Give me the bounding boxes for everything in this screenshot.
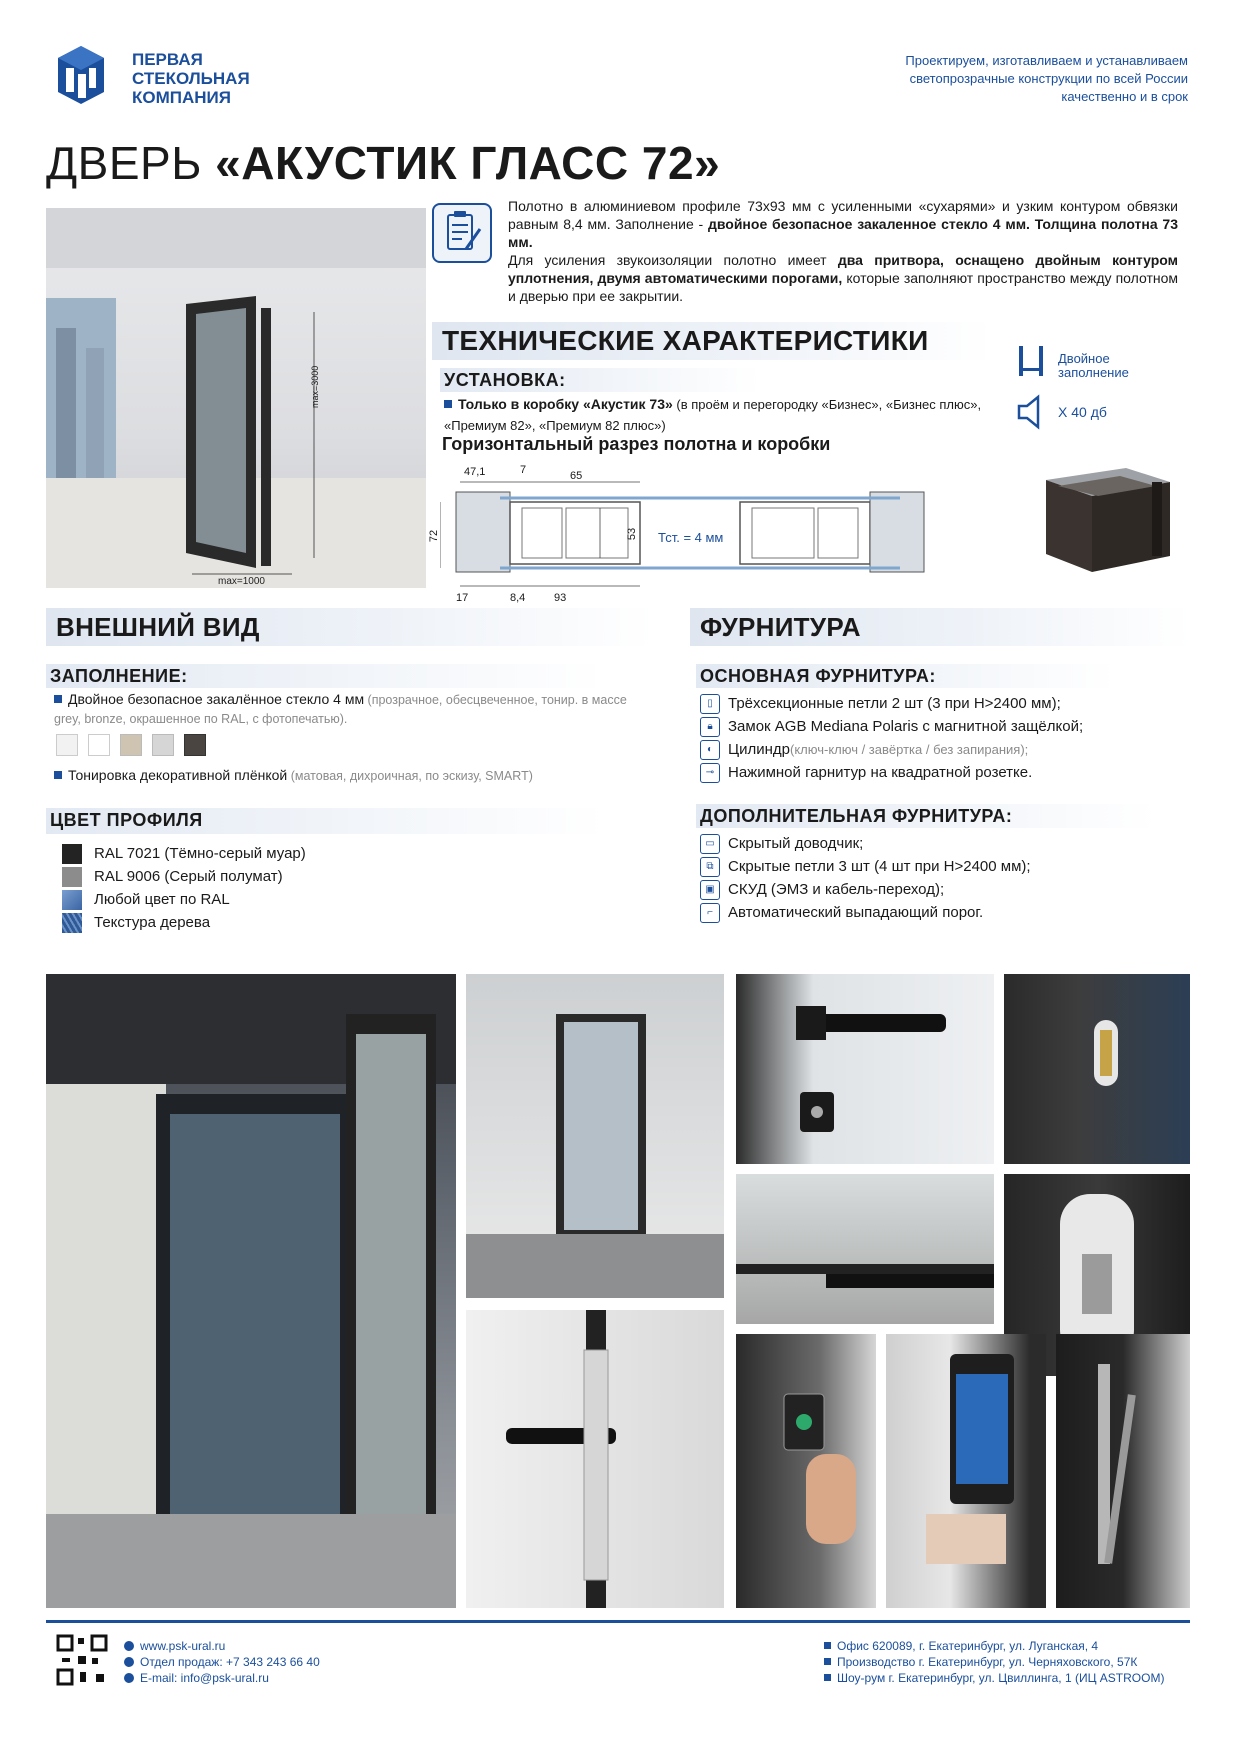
- double-fill-badge: [1058, 352, 1129, 380]
- dim-47-1: 47,1: [464, 466, 486, 478]
- dim-53: 53: [626, 527, 639, 541]
- globe-icon: [124, 1641, 134, 1651]
- main-hardware-list: [700, 692, 1083, 784]
- logo-cube-icon: [56, 44, 106, 106]
- profile-section-drawing: [428, 462, 960, 612]
- phone-icon: [124, 1657, 134, 1667]
- hardware-item: [700, 832, 1031, 855]
- footer-divider: [46, 1620, 1190, 1623]
- hardware-text: Скрытый доводчик;: [728, 835, 864, 852]
- badge1-line1: Двойное: [1058, 351, 1110, 366]
- color-swatch-wood: [62, 913, 82, 933]
- main-hardware-heading: ОСНОВНАЯ ФУРНИТУРА:: [700, 666, 936, 686]
- sound-rating: Х 40 дб: [1058, 404, 1107, 420]
- hero-door-illustration: [46, 208, 426, 588]
- fill-heading-bar: [46, 664, 606, 688]
- email-row[interactable]: [124, 1670, 320, 1686]
- dim-17: 17: [456, 592, 469, 604]
- color-swatch-ral9006: [62, 867, 82, 887]
- address-row: [824, 1654, 1164, 1670]
- cylinder-icon: ◐: [700, 740, 720, 760]
- install-heading-bar: [440, 368, 760, 392]
- address-production: Производство г. Екатеринбург, ул. Черняховского, 57К: [837, 1655, 1138, 1669]
- mail-icon: [124, 1673, 134, 1683]
- color-item: [62, 865, 306, 888]
- color-label: Любой цвет по RAL: [94, 891, 230, 908]
- section-heading: Горизонтальный разрез полотна и коробки: [442, 434, 831, 454]
- lock-icon: 🔒︎: [700, 717, 720, 737]
- page-title: [46, 138, 720, 188]
- glass-bronze-icon: [120, 734, 142, 756]
- hardware-heading-bar: [690, 608, 1190, 646]
- hinge-icon: ▯: [700, 694, 720, 714]
- color-heading: ЦВЕТ ПРОФИЛЯ: [50, 810, 203, 830]
- hidden-hinge-icon: ⧉: [700, 857, 720, 877]
- hardware-text: Цилиндр: [728, 741, 790, 758]
- dim-93: 93: [554, 592, 567, 604]
- hardware-item: [700, 901, 1031, 924]
- dim-width-label: max=1000: [218, 576, 265, 587]
- hardware-item: [700, 761, 1083, 784]
- appearance-heading-bar: [46, 608, 654, 646]
- site-row[interactable]: [124, 1638, 320, 1654]
- qr-code-icon: [56, 1634, 108, 1686]
- addresses: [824, 1638, 1164, 1686]
- hardware-text: Автоматический выпадающий порог.: [728, 904, 984, 921]
- product-description: [508, 197, 1178, 305]
- desc-p2-c: которые заполняют пространство между полотном и дверью при ее закрытии.: [508, 270, 1179, 304]
- access-control-icon: ▣: [700, 880, 720, 900]
- hardware-text: Трёхсекционные петли 2 шт (3 при H>2400 мм);: [728, 695, 1061, 712]
- photo-lever-cylinder: [736, 974, 994, 1164]
- color-heading-bar: [46, 808, 606, 834]
- desc-p1-b: двойное безопасное закаленное стекло 4 мм. Толщина полотна 73 мм.: [508, 216, 1178, 250]
- photo-face-terminal: [886, 1334, 1046, 1608]
- address-office: Офис 620089, г. Екатеринбург, ул. Луганская, 4: [837, 1639, 1099, 1653]
- email-link[interactable]: E-mail: info@psk-ural.ru: [140, 1671, 269, 1685]
- photo-corridor: [46, 974, 456, 1608]
- address-row: [824, 1670, 1164, 1686]
- company-name-line3: КОМПАНИЯ: [132, 88, 231, 107]
- fill-item-note: (прозрачное, обесцвеченное, тонир. в массе grey, bronze, окрашенное по RAL, с фотопечатью).: [54, 693, 627, 726]
- bullet-icon: [54, 771, 62, 779]
- door-closer-icon: ▭: [700, 834, 720, 854]
- photo-threshold: [736, 1174, 994, 1324]
- extra-hardware-heading: ДОПОЛНИТЕЛЬНАЯ ФУРНИТУРА:: [700, 806, 1013, 826]
- hardware-text: Нажимной гарнитур на квадратной розетке.: [728, 764, 1033, 781]
- hardware-item: [700, 855, 1031, 878]
- fill-item: [54, 690, 628, 728]
- contacts: [124, 1638, 320, 1686]
- dim-7: 7: [520, 464, 527, 476]
- title-prefix: ДВЕРЬ: [46, 137, 216, 189]
- appearance-heading: ВНЕШНИЙ ВИД: [56, 612, 260, 642]
- photo-latch: [1004, 974, 1190, 1164]
- dim-8-4: 8,4: [510, 592, 526, 604]
- desc-p2-a: Для усиления звукоизоляции полотно имеет: [508, 252, 838, 268]
- tech-heading: ТЕХНИЧЕСКИЕ ХАРАКТЕРИСТИКИ: [442, 325, 929, 356]
- main-hardware-heading-bar: [696, 664, 1116, 688]
- color-item: [62, 888, 306, 911]
- tech-heading-bar: [432, 322, 992, 360]
- tagline-line1: Проектируем, изготавливаем и устанавливаем: [905, 53, 1188, 68]
- bullet-icon: [824, 1658, 831, 1665]
- tagline: [905, 52, 1188, 106]
- color-label: RAL 9006 (Серый полумат): [94, 868, 283, 885]
- title-product-name: «АКУСТИК ГЛАСС 72»: [215, 137, 721, 189]
- film-note: (матовая, дихроичная, по эскизу, SMART): [287, 769, 533, 783]
- extra-hardware-list: [700, 832, 1031, 924]
- bullet-icon: [54, 695, 62, 703]
- hero-door-photo: [46, 208, 426, 588]
- film-main: Тонировка декоративной плёнкой: [68, 767, 288, 783]
- film-item: [54, 766, 533, 785]
- photo-door-arm: [1056, 1334, 1190, 1608]
- hardware-item: [700, 715, 1083, 738]
- color-item: [62, 842, 306, 865]
- install-main: Только в коробку «Акустик 73»: [458, 396, 673, 412]
- color-label: RAL 7021 (Тёмно-серый муар): [94, 845, 306, 862]
- desc-p1-a: Полотно в алюминиевом профиле 73х93 мм с усиленными «сухарями» и узким контуром обвязки равным 8,4 мм. Заполнение -: [508, 198, 1178, 232]
- tagline-line3: качественно и в срок: [1061, 89, 1188, 104]
- badge1-line2: заполнение: [1058, 365, 1129, 380]
- hardware-text: Скрытые петли 3 шт (4 шт при H>2400 мм);: [728, 858, 1031, 875]
- hardware-item: [700, 738, 1083, 761]
- dim-65: 65: [570, 470, 583, 482]
- hardware-item: [700, 878, 1031, 901]
- handle-icon: ⊸: [700, 763, 720, 783]
- photo-door-frame: [466, 974, 724, 1298]
- company-name-line1: ПЕРВАЯ: [132, 50, 203, 69]
- hardware-item: [700, 692, 1083, 715]
- hardware-text: СКУД (ЭМЗ и кабель-переход);: [728, 881, 945, 898]
- color-swatch-ral7021: [62, 844, 82, 864]
- glass-clear-icon: [56, 734, 78, 756]
- color-swatch-ral-any: [62, 890, 82, 910]
- frame-3d-render: [1036, 462, 1176, 574]
- hardware-heading: ФУРНИТУРА: [700, 612, 861, 642]
- qr-code[interactable]: [56, 1634, 108, 1686]
- color-label: Текстура дерева: [94, 914, 211, 931]
- install-note: (в проём и перегородку «Бизнес», «Бизнес плюс», «Премиум 82», «Премиум 82 плюс»): [444, 397, 982, 433]
- threshold-icon: ⌐: [700, 903, 720, 923]
- hardware-text: Замок AGB Mediana Polaris с магнитной защёлкой;: [728, 718, 1084, 735]
- fill-item-main: Двойное безопасное закалённое стекло 4 мм: [68, 691, 365, 707]
- phone-row[interactable]: [124, 1654, 320, 1670]
- bullet-icon: [824, 1674, 831, 1681]
- double-fill-icon: [1016, 344, 1046, 378]
- bullet-icon: [824, 1642, 831, 1649]
- address-row: [824, 1638, 1164, 1654]
- color-item: [62, 911, 306, 934]
- hardware-note: (ключ-ключ / завёртка / без запирания);: [790, 742, 1029, 757]
- glass-white-icon: [88, 734, 110, 756]
- clipboard-icon: [432, 203, 492, 263]
- photo-handle: [466, 1310, 724, 1608]
- desc-p2-b: два притвора, оснащено двойным контуром уплотнения, двумя автоматическими порогами,: [508, 252, 1178, 286]
- install-heading: УСТАНОВКА:: [444, 370, 566, 390]
- site-link[interactable]: www.psk-ural.ru: [140, 1639, 226, 1653]
- glass-thickness-label: Тст. = 4 мм: [658, 530, 724, 545]
- fill-heading: ЗАПОЛНЕНИЕ:: [50, 666, 188, 686]
- extra-hardware-heading-bar: [696, 804, 1156, 828]
- speaker-icon: [1016, 394, 1046, 430]
- company-name: [132, 50, 250, 107]
- company-name-line2: СТЕКОЛЬНАЯ: [132, 69, 250, 88]
- install-text: [444, 394, 984, 436]
- photo-reader-button: [736, 1334, 876, 1608]
- bullet-icon: [444, 400, 452, 408]
- phone-text[interactable]: Отдел продаж: +7 343 243 66 40: [140, 1655, 320, 1669]
- glass-sample-icons: [56, 734, 206, 756]
- tagline-line2: светопрозрачные конструкции по всей России: [909, 71, 1188, 86]
- address-showroom: Шоу-рум г. Екатеринбург, ул. Цвиллинга, 1 (ИЦ ASTROOM): [837, 1671, 1165, 1685]
- glass-print-icon: [184, 734, 206, 756]
- color-list: [62, 842, 306, 934]
- company-logo: [56, 44, 106, 106]
- dim-height-label: max=3000: [310, 365, 320, 408]
- dim-72: 72: [428, 529, 441, 543]
- glass-grey-icon: [152, 734, 174, 756]
